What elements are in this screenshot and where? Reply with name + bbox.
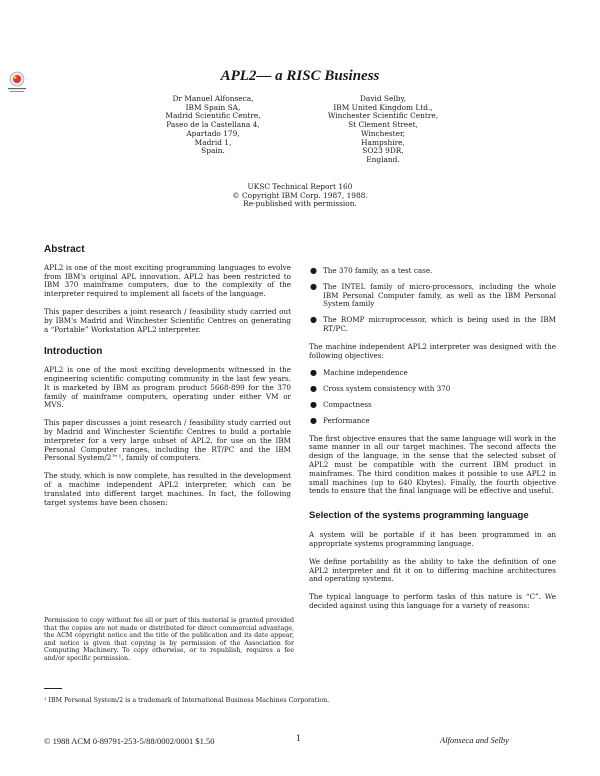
author-line: IBM Spain SA, xyxy=(185,102,241,112)
list-item: ● Performance xyxy=(310,415,370,425)
author-line: Madrid 1, xyxy=(194,137,232,147)
list-item: ● Cross system consistency with 370 xyxy=(310,384,451,394)
selection-paragraph: We define portability as the ability to take the definition of one APL2 interpreter and fit it on to differing machine architectures and operating systems. xyxy=(309,556,556,584)
list-item: ● The ROMP microprocessor, which is being used in the IBM RT/PC. xyxy=(310,315,556,333)
author-line: Hampshire, xyxy=(361,137,405,147)
list-item: ● Machine independence xyxy=(310,368,408,378)
abstract-paragraph: This paper describes a joint research / feasibility study carried out by IBM's Madrid and Winchester Scientific Centres on generating a “Portable” Workstation APL2 interpreter. xyxy=(44,306,291,334)
author-line: David Selby, xyxy=(359,94,407,103)
author-line: Madrid Scientific Centre, xyxy=(165,111,261,121)
permission-notice: Permission to copy without fee all or part of this material is granted provided that the copies are not made or distributed for direct commercial advantage, the ACM copyright notice and the title of the publication and its date appear, and notice is given that copying is by permission of the Association for Computing Machinery. To copy otherwise, or to republish, requires a fee and/or specific permission. xyxy=(44,617,294,662)
republish-line: Re-published with permission. xyxy=(243,199,357,209)
author-line: SO23 9DR, xyxy=(362,146,404,156)
author-line: England. xyxy=(366,154,400,164)
abstract-heading: Abstract xyxy=(44,244,85,255)
bullet-icon: ● xyxy=(310,281,317,291)
author-line: Winchester Scientific Centre, xyxy=(327,111,439,121)
paper-title: APL2— a RISC Business xyxy=(220,68,380,84)
objectives-paragraph: The first objective ensures that the same language will work in the same manner in all our target machines. The second affects the design of the language, in the sense that the selected subset of APL2 must be compatible with the current IBM product in mainframes. The third condition makes it possible to use APL2 in small machines (up to 640 Kbytes). Finally, the fourth objective tends to ensure that the final language will be effective and useful. xyxy=(309,433,556,496)
left-column xyxy=(44,246,291,516)
list-item: ● The INTEL family of micro-processors, including the whole IBM Personal Computer family, as well as the IBM Personal System family xyxy=(310,281,556,309)
author-line: IBM United Kingdom Ltd., xyxy=(333,102,433,112)
author-block-alfonseca xyxy=(148,95,278,156)
footnote-divider xyxy=(44,688,62,689)
copyright-line: © Copyright IBM Corp. 1987, 1988. xyxy=(232,190,368,200)
introduction-heading: Introduction xyxy=(44,346,103,358)
selection-heading: Selection of the systems programming language xyxy=(309,510,529,522)
author-line: Dr Manuel Alfonseca, xyxy=(172,94,254,103)
introduction-paragraph: This paper discusses a joint research / feasibility study carried out by Madrid and Winchester Scientific Centres to build a portable interpreter for a very large subset of APL2, for use on the IBM Personal Computer ranges, including the RT/PC and the IBM Personal System/2™¹, family of computers. xyxy=(44,418,291,463)
author-line: Paseo de la Castellana 4, xyxy=(166,120,260,130)
list-item: ● Compactness xyxy=(310,399,372,409)
report-number: UKSC Technical Report 160 xyxy=(247,182,353,191)
bullet-icon: ● xyxy=(310,315,317,325)
bullet-icon: ● xyxy=(310,399,317,409)
bullet-icon: ● xyxy=(310,384,317,394)
page-number: 1 xyxy=(296,734,302,743)
bullet-icon: ● xyxy=(310,415,317,425)
objectives-intro: The machine independent APL2 interpreter was designed with the following objectives: xyxy=(309,341,556,360)
bullet-icon: ● xyxy=(310,266,317,275)
author-line: Apartado 179, xyxy=(186,128,240,138)
author-line: St Clement Street, xyxy=(348,120,418,130)
author-line: Winchester, xyxy=(360,128,406,138)
list-item: ● The 370 family, as a test case. xyxy=(310,266,433,275)
right-column xyxy=(309,267,556,620)
introduction-paragraph: The study, which is now complete, has resulted in the development of a machine independent APL2 interpreter, which can be translated into different target machines. In fact, the following target systems have been chosen: xyxy=(44,471,291,507)
abstract-paragraph: APL2 is one of the most exciting programming languages to evolve from IBM's original APL innovation. APL2 has been restricted to IBM 370 mainframe computers, due to the complexity of the interpreter required to implement all facets of the language. xyxy=(44,262,291,299)
report-info xyxy=(0,183,600,209)
selection-paragraph: The typical language to perform tasks of this nature is “C”. We decided against using this language for a variety of reasons: xyxy=(309,592,556,610)
trademark-footnote: ¹ IBM Personal System/2 is a trademark of International Business Machines Corporation. xyxy=(44,697,330,704)
introduction-paragraph: APL2 is one of the most exciting developments witnessed in the engineering scientific computing community in the last few years. It is marketed by IBM as program product 5668-899 for the 370 family of mainframe computers, operating under either VM or MVS. xyxy=(44,365,291,410)
author-block-selby xyxy=(308,95,458,165)
author-line: Spain. xyxy=(201,146,225,156)
footer-authors: Alfonseca and Selby xyxy=(440,735,509,745)
selection-paragraph: A system will be portable if it has been programmed in an appropriate systems programming language. xyxy=(309,530,556,548)
target-systems-list xyxy=(309,267,556,334)
objectives-list xyxy=(309,369,556,425)
footer-copyright: © 1988 ACM 0-89791-253-5/88/0002/0001 $1.50 xyxy=(44,736,215,746)
bullet-icon: ● xyxy=(310,368,317,378)
